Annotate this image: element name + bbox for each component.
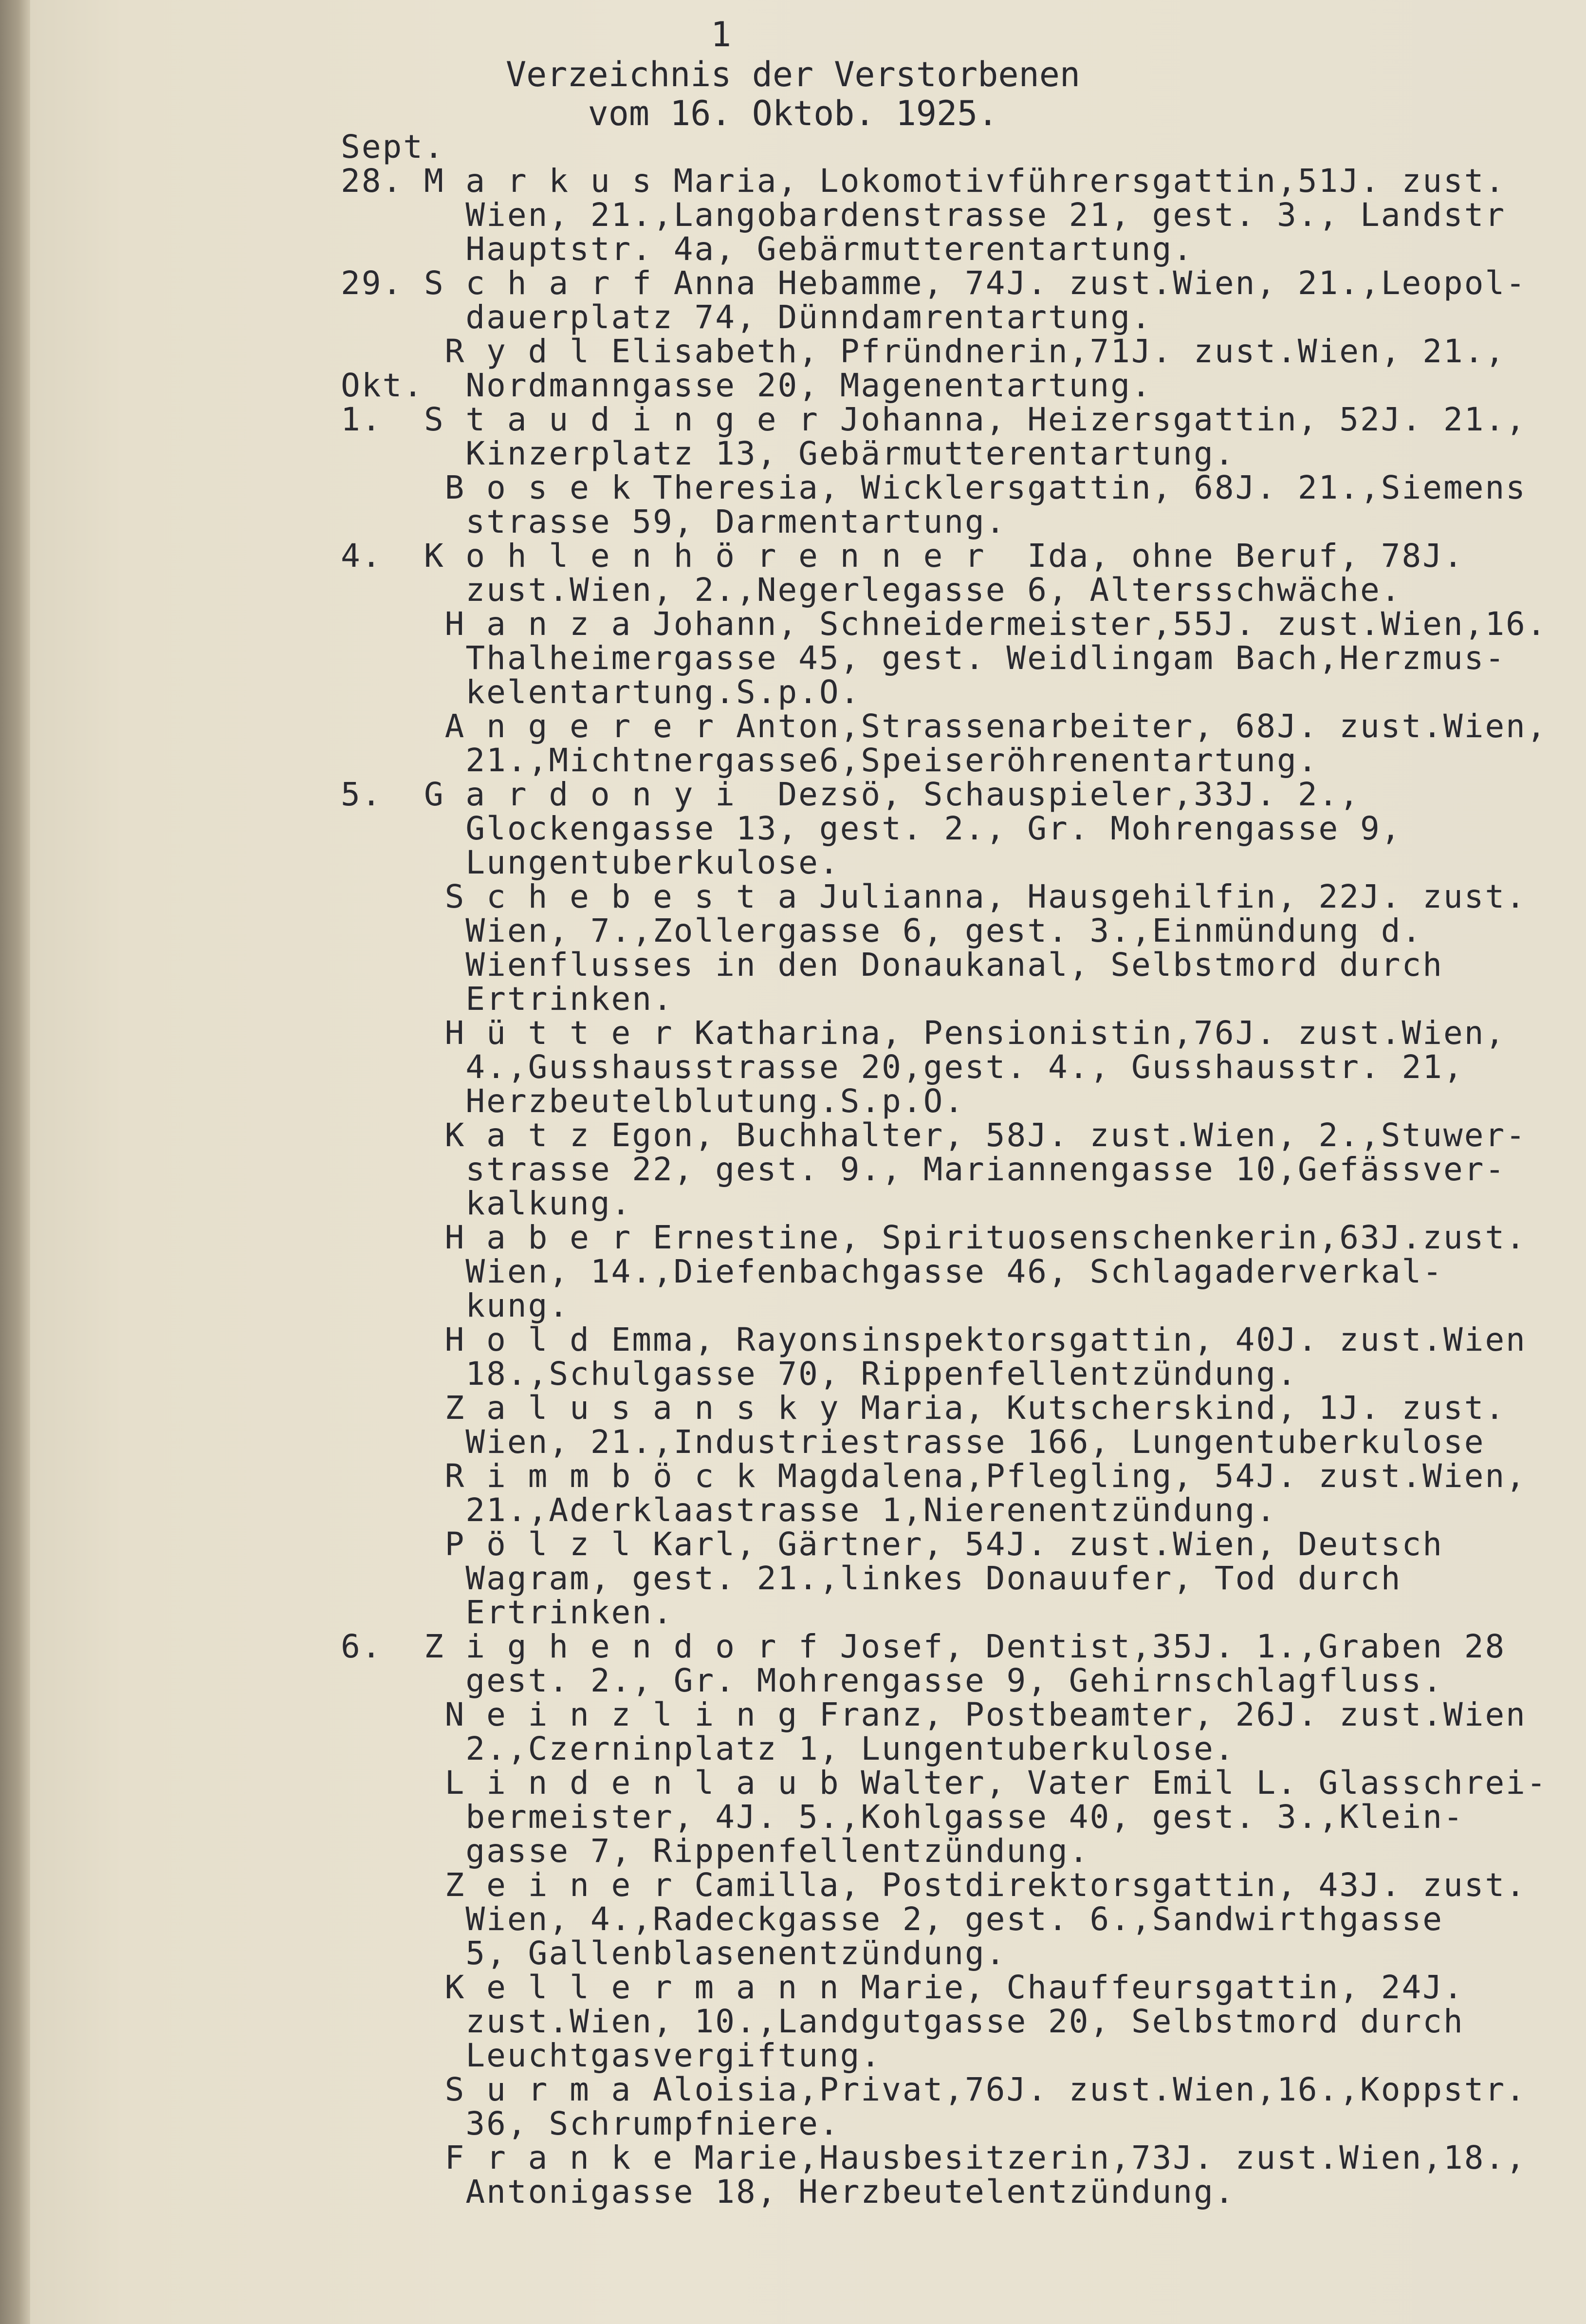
document-line: R y d l Elisabeth, Pfründnerin,71J. zust.Wien, 21., xyxy=(341,333,1506,370)
document-line: H o l d Emma, Rayonsinspektorsgattin, 40J. zust.Wien xyxy=(341,1321,1527,1358)
document-line: Leuchtgasvergiftung. xyxy=(341,2037,882,2074)
document-line: Ertrinken. xyxy=(341,1594,674,1631)
document-line: P ö l z l Karl, Gärtner, 54J. zust.Wien, Deutsch xyxy=(341,1525,1443,1563)
document-line: bermeister, 4J. 5.,Kohlgasse 40, gest. 3.,Klein- xyxy=(341,1798,1464,1836)
document-line: Antonigasse 18, Herzbeutelentzündung. xyxy=(341,2173,1236,2211)
document-line: 5, Gallenblasenentzündung. xyxy=(341,1934,1007,1972)
document-line: Thalheimergasse 45, gest. Weidlingam Bach,Herzmus- xyxy=(341,639,1506,677)
document-line: 2.,Czerninplatz 1, Lungentuberkulose. xyxy=(341,1730,1236,1767)
document-line: 29. S c h a r f Anna Hebamme, 74J. zust.Wien, 21.,Leopol- xyxy=(341,264,1527,302)
document-line: N e i n z l i n g Franz, Postbeamter, 26J. zust.Wien xyxy=(341,1696,1527,1733)
document-line: gasse 7, Rippenfellentzündung. xyxy=(341,1832,1090,1870)
document-line: zust.Wien, 2.,Negerlegasse 6, Altersschwäche. xyxy=(341,571,1402,609)
document-line: H a n z a Johann, Schneidermeister,55J. zust.Wien,16. xyxy=(341,605,1548,643)
document-line: Glockengasse 13, gest. 2., Gr. Mohrengasse 9, xyxy=(341,810,1402,847)
document-line: strasse 59, Darmentartung. xyxy=(341,503,1007,540)
document-line: Z a l u s a n s k y Maria, Kutscherskind, 1J. zust. xyxy=(341,1389,1506,1427)
document-line: strasse 22, gest. 9., Mariannengasse 10,Gefässver- xyxy=(341,1151,1506,1188)
document-title: Verzeichnis der Verstorbenen xyxy=(505,55,1081,94)
document-line: H ü t t e r Katharina, Pensionistin,76J. zust.Wien, xyxy=(341,1014,1506,1052)
document-line: zust.Wien, 10.,Landgutgasse 20, Selbstmord durch xyxy=(341,2003,1464,2040)
document-subtitle: vom 16. Oktob. 1925. xyxy=(588,93,998,133)
document-line: Wien, 14.,Diefenbachgasse 46, Schlagaderverkal- xyxy=(341,1253,1443,1290)
document-line: L i n d e n l a u b Walter, Vater Emil L. Glasschrei- xyxy=(341,1764,1548,1802)
document-line: dauerplatz 74, Dünndamrentartung. xyxy=(341,298,1152,336)
document-line: Kinzerplatz 13, Gebärmutterentartung. xyxy=(341,435,1236,472)
document-line: 21.,Michtnergasse6,Speiseröhrenentartung. xyxy=(341,742,1319,779)
document-line: Okt. Nordmanngasse 20, Magenentartung. xyxy=(341,367,1152,404)
document-line: B o s e k Theresia, Wicklersgattin, 68J. 21.,Siemens xyxy=(341,469,1527,506)
document-line: gest. 2., Gr. Mohrengasse 9, Gehirnschlagfluss. xyxy=(341,1662,1443,1699)
document-line: kalkung. xyxy=(341,1185,632,1222)
page-number: 1 xyxy=(711,15,732,55)
document-line: Ertrinken. xyxy=(341,980,674,1018)
document-line: 21.,Aderklaastrasse 1,Nierenentzündung. xyxy=(341,1491,1277,1529)
document-line: Sept. xyxy=(341,128,445,166)
document-line: Wienflusses in den Donaukanal, Selbstmord durch xyxy=(341,946,1443,984)
document-line: Herzbeutelblutung.S.p.O. xyxy=(341,1082,965,1120)
document-line: F r a n k e Marie,Hausbesitzerin,73J. zust.Wien,18., xyxy=(341,2139,1527,2176)
document-line: kelentartung.S.p.O. xyxy=(341,673,861,711)
document-line: A n g e r e r Anton,Strassenarbeiter, 68J. zust.Wien, xyxy=(341,707,1548,745)
document-line: 28. M a r k u s Maria, Lokomotivführersgattin,51J. zust. xyxy=(341,162,1506,200)
document-line: Wagram, gest. 21.,linkes Donauufer, Tod durch xyxy=(341,1560,1402,1597)
document-line: K a t z Egon, Buchhalter, 58J. zust.Wien, 2.,Stuwer- xyxy=(341,1116,1527,1154)
document-line: Lungentuberkulose. xyxy=(341,844,840,881)
document-line: R i m m b ö c k Magdalena,Pflegling, 54J. zust.Wien, xyxy=(341,1457,1527,1495)
document-line: 5. G a r d o n y i Dezsö, Schauspieler,33J. 2., xyxy=(341,776,1361,813)
document-line: K e l l e r m a n n Marie, Chauffeursgattin, 24J. xyxy=(341,1969,1464,2006)
document-line: Z e i n e r Camilla, Postdirektorsgattin, 43J. zust. xyxy=(341,1866,1527,1904)
document-line: 36, Schrumpfniere. xyxy=(341,2105,840,2142)
document-line: 4. K o h l e n h ö r e n n e r Ida, ohne Beruf, 78J. xyxy=(341,537,1464,575)
document-line: Wien, 21.,Langobardenstrasse 21, gest. 3., Landstr xyxy=(341,196,1506,234)
document-line: 1. S t a u d i n g e r Johanna, Heizersgattin, 52J. 21., xyxy=(341,401,1527,438)
document-line: S u r m a Aloisia,Privat,76J. zust.Wien,16.,Koppstr. xyxy=(341,2071,1527,2108)
document-line: Hauptstr. 4a, Gebärmutterentartung. xyxy=(341,230,1194,268)
document-line: kung. xyxy=(341,1287,570,1324)
document-line: S c h e b e s t a Julianna, Hausgehilfin, 22J. zust. xyxy=(341,878,1527,915)
document-line: Wien, 4.,Radeckgasse 2, gest. 6.,Sandwirthgasse xyxy=(341,1900,1443,1938)
document-line: 6. Z i g h e n d o r f Josef, Dentist,35J. 1.,Graben 28 xyxy=(341,1628,1506,1665)
document-line: Wien, 21.,Industriestrasse 166, Lungentuberkulose xyxy=(341,1423,1485,1461)
document-line: Wien, 7.,Zollergasse 6, gest. 3.,Einmündung d. xyxy=(341,912,1423,949)
document-line: 4.,Gusshausstrasse 20,gest. 4., Gusshausstr. 21, xyxy=(341,1048,1464,1086)
document-line: 18.,Schulgasse 70, Rippenfellentzündung. xyxy=(341,1355,1298,1393)
document-line: H a b e r Ernestine, Spirituosenschenkerin,63J.zust. xyxy=(341,1219,1527,1256)
